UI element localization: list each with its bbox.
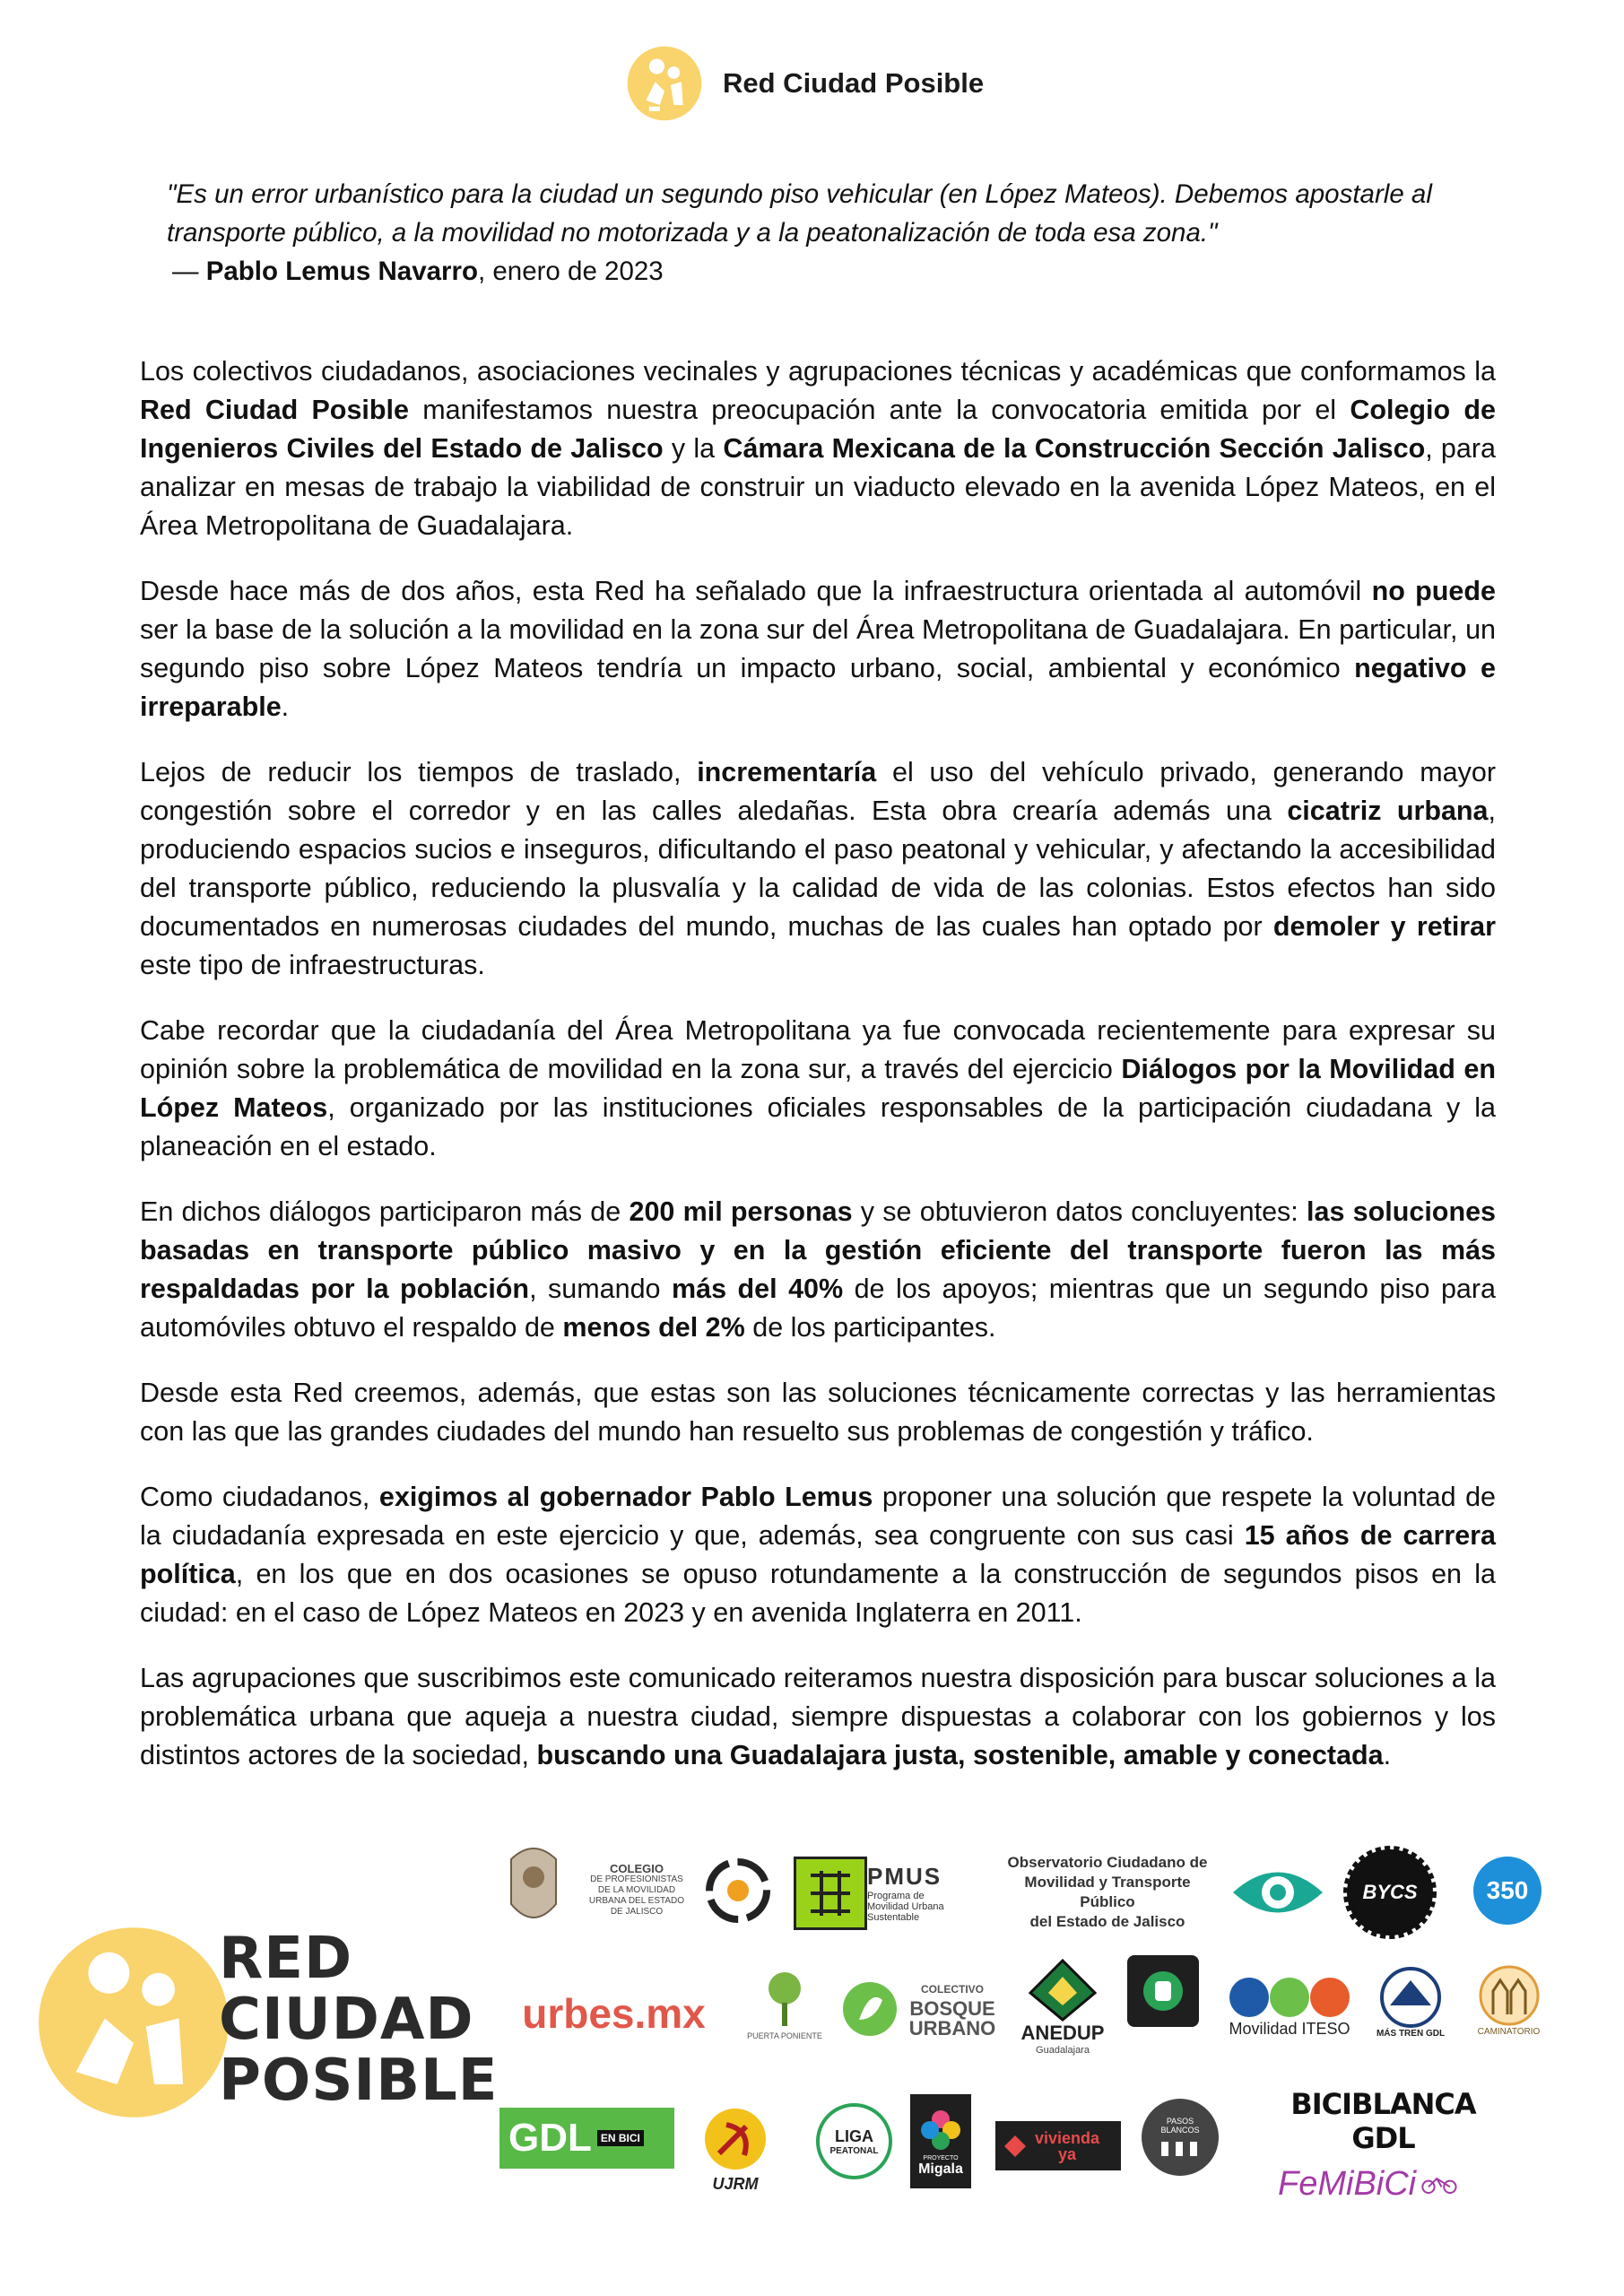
text-span: . [281, 691, 290, 722]
bold-span: negativo e irreparable [140, 653, 1496, 722]
wordmark-line-3: POSIBLE [219, 2048, 499, 2114]
bosque-urbano-text [903, 1973, 1002, 2045]
cathedral-icon [1473, 1964, 1545, 2027]
pmus-pattern-icon [803, 1866, 857, 1920]
text-span: Las agrupaciones que suscribimos este comunicado reiteramos nuestra disposición para buscar soluciones a la problemática urbana que aqueja a nuestra ciudad, siempre dispuestas a colaborar con los gobiernos y los distintos actores de la sociedad, [140, 1663, 1496, 1770]
header-brand-name: Red Ciudad Posible [723, 67, 985, 99]
partner-logos [498, 1830, 1601, 2251]
pmus-text [867, 1857, 975, 1928]
text-span: de los participantes. [744, 1312, 996, 1343]
bicycle-icon [1421, 2169, 1457, 2199]
bold-span: más del 40% [671, 1274, 844, 1304]
text-span: En dichos diálogos participaron más de [140, 1196, 630, 1227]
text-span: Cabe recordar que la ciudadanía del Área Metropolitana ya fue convocada recientemente para expresar su opinión sobre la problemática de movilidad en la zona sur, a través del ejercicio [140, 1015, 1496, 1084]
vivienda-line-1: vivienda [1035, 2128, 1100, 2147]
bold-span: buscando una Guadalajara justa, sostenible, amable y conectada [536, 1740, 1384, 1770]
observatorio-logo [995, 1854, 1220, 1930]
large-logo-wordmark [219, 1926, 499, 2114]
cc-circle-logo [702, 1855, 774, 1926]
urbes-logo: urbes.mx [522, 1990, 706, 2037]
text-span: Desde hace más de dos años, esta Red ha señalado que la infraestructura orientada al automóvil [140, 576, 1372, 606]
quote-date: , enero de 2023 [478, 257, 664, 286]
text-span: Desde esta Red creemos, además, que estas son las soluciones técnicamente correctas y las herramientas con las que las grandes ciudades del mundo han resuelto sus problemas de congestión y tráfico. [140, 1378, 1496, 1447]
text-span: proponer una solución que respete la voluntad de la ciudadanía expresada en este ejercicio y que, además, sea congruente con sus casi [140, 1482, 1497, 1551]
bold-span: 200 mil personas [629, 1196, 853, 1227]
femibici-text: FeMiBiCi [1278, 2164, 1417, 2203]
paragraph-5 [140, 1193, 1496, 1347]
movilidad-iteso-text: Movilidad ITESO [1229, 2020, 1350, 2038]
bosque-line-2: BOSQUE [909, 1997, 995, 2020]
opening-quote [167, 175, 1467, 291]
red-ciudad-posible-mark-icon [30, 1919, 237, 2126]
caminatorio-logo [1466, 1955, 1551, 2045]
logo-350: 350 [1473, 1857, 1541, 1925]
colegio-line-4: URBANA DEL ESTADO [588, 1896, 685, 1906]
text-span: y la [663, 433, 724, 464]
pmus-mark [794, 1857, 867, 1930]
migala-logo [910, 2094, 971, 2188]
paragraph-6 [140, 1374, 1496, 1451]
crosswalk-icon [1158, 2135, 1203, 2158]
observatorio-line-3: del Estado de Jalisco [1029, 1913, 1185, 1930]
quote-attribution [167, 252, 1467, 291]
bold-span: cicatriz urbana [1287, 796, 1489, 826]
paragraph-2 [140, 572, 1496, 726]
text-span: ser la base de la solución a la movilidad en la zona sur del Área Metropolitana de Guadalajara. En particular, un segundo piso sobre López Mateos tendría un impacto urbano, social, ambiental y económico [140, 614, 1496, 683]
text-span: Como ciudadanos, [140, 1482, 379, 1512]
text-span: . [1383, 1740, 1392, 1770]
pmus-title: PMUS [867, 1862, 942, 1890]
fist-logo [1127, 1955, 1199, 2027]
colegio-line-2: DE PROFESIONISTAS [590, 1874, 683, 1884]
migala-flower-icon [916, 2105, 966, 2155]
text-span: , produciendo espacios sucios e inseguros, dificultando el paso peatonal y vehicular, y afectando la accesibilidad del transporte público, reduciendo la plusvalía y la calidad de vida de las colonias. Estos efectos han sido documentados en numerosas ciudades del mundo, muchas de las cuales han optado por [140, 796, 1496, 942]
bosque-leaf-icon [841, 1980, 899, 2038]
biciblanca-logo: BICIBLANCA GDL [1290, 2087, 1476, 2155]
pmus-sub-1: Programa de [867, 1890, 925, 1901]
bold-span: las soluciones basadas en transporte público masivo y en la gestión eficiente del transporte fueron las más respaldadas por la población [140, 1196, 1496, 1304]
crest-icon [502, 1841, 565, 1935]
observatorio-line-1: Observatorio Ciudadano de [1007, 1854, 1208, 1871]
migala-line-1: PROYECTO [923, 2155, 959, 2161]
bosque-line-3: URBANO [908, 2017, 996, 2039]
liga-peatonal-logo [816, 2103, 892, 2179]
vivienda-text [1035, 2130, 1099, 2162]
text-span: de los apoyos; mientras que un segundo piso para automóviles obtuvo el respaldo de [140, 1274, 1496, 1343]
peatonal-text: PEATONAL [829, 2145, 879, 2156]
ujrm-text: UJRM [712, 2174, 759, 2193]
bosque-mark [838, 1978, 901, 2040]
ujrm-emblem-icon [699, 2103, 771, 2175]
train-icon [1379, 1966, 1442, 2029]
text-span: , organizado por las instituciones oficiales responsables de la participación ciudadana y la planeación en el estado. [140, 1092, 1496, 1161]
anedup-city: Guadalajara [1036, 2044, 1090, 2056]
crest-logo [498, 1839, 569, 1937]
bold-span: Colegio de Ingenieros Civiles del Estado de Jalisco [140, 395, 1496, 464]
mas-tren-logo [1366, 1955, 1455, 2049]
colegio-line-3: DE LA MOVILIDAD [597, 1885, 676, 1895]
femibici-logo [1278, 2157, 1457, 2211]
text-span: , sumando [529, 1274, 672, 1304]
vivienda-ya-logo [995, 2121, 1121, 2170]
bold-span: no puede [1371, 576, 1496, 606]
bold-span: 15 años de carrera política [140, 1520, 1496, 1589]
caminatorio-text: CAMINATORIO [1477, 2026, 1541, 2037]
colegio-logo [583, 1855, 690, 1926]
anedup-diamond-icon [1027, 1959, 1099, 2022]
bold-span: exigimos al gobernador Pablo Lemus [378, 1482, 873, 1512]
puerta-text: PUERTA PONIENTE [747, 2031, 822, 2040]
pmus-sub-2: Movilidad Urbana [867, 1900, 944, 1912]
gdl-en-bici-logo [499, 2108, 674, 2169]
colegio-line-5: DE JALISCO [610, 1907, 664, 1917]
liga-text: LIGA [835, 2126, 873, 2145]
bold-span: Red Ciudad Posible [140, 395, 409, 425]
bold-span: menos del 2% [562, 1312, 745, 1343]
bycs-text: BYCS [1362, 1881, 1418, 1903]
paragraph-4 [140, 1012, 1496, 1166]
page-header [626, 43, 984, 124]
anedup-logo [1009, 1955, 1116, 2058]
fist-icon [1141, 1969, 1185, 2013]
pasos-line-2: BLANCOS [1160, 2126, 1200, 2135]
quote-dash: — [172, 257, 206, 286]
pmus-sub-3: Sustentable [867, 1911, 920, 1923]
paragraph-7 [140, 1478, 1496, 1632]
observatorio-line-2: Movilidad y Transporte Público [1024, 1874, 1191, 1910]
bold-span: Cámara Mexicana de la Construcción Sección Jalisco [723, 433, 1426, 464]
bycs-logo [1341, 1843, 1439, 1942]
text-span: Lejos de reducir los tiempos de traslado, [140, 757, 698, 787]
wordmark-line-1: RED [219, 1926, 353, 1992]
eye-icon [1229, 1861, 1326, 1924]
bold-span: Diálogos por la Movilidad en López Mateos [140, 1054, 1497, 1123]
movilidad-iteso-icons [1227, 1975, 1352, 2020]
puerta-poniente-logo [735, 1955, 834, 2054]
bosque-line-1: COLECTIVO [920, 1983, 984, 1996]
colegio-line-1: COLEGIO [610, 1862, 664, 1875]
paragraph-8 [140, 1659, 1496, 1775]
paragraph-1 [140, 352, 1496, 545]
text-span: y se obtuvieron datos concluyentes: [852, 1196, 1307, 1227]
anedup-name: ANEDUP [1020, 2021, 1105, 2044]
text-span: manifestamos nuestra preocupación ante la convocatoria emitida por el [408, 395, 1350, 425]
statement-body [140, 352, 1496, 1802]
quote-text: "Es un error urbanístico para la ciudad un segundo piso vehicular (en López Mateos). Debemos apostarle al transporte público, a la movilidad no motorizada y a la peatonalización de toda esa zona." [167, 179, 1432, 248]
tree-icon [758, 1969, 812, 2031]
red-ciudad-posible-logo-icon [626, 45, 703, 122]
vivienda-diamond-icon [1003, 2134, 1028, 2159]
gdl-text: GDL [508, 2116, 592, 2160]
text-span: , para analizar en mesas de trabajo la viabilidad de construir un viaducto elevado en la avenida López Mateos, en el Área Metropolitana de Guadalajara. [140, 433, 1496, 541]
vivienda-line-2: ya [1058, 2144, 1077, 2163]
mas-tren-text: MÁS TREN GDL [1376, 2029, 1446, 2039]
eye-logo [1229, 1857, 1327, 1928]
circle-c-icon [705, 1857, 771, 1924]
text-span: Los colectivos ciudadanos, asociaciones vecinales y agrupaciones técnicas y académicas que conformamos la [140, 356, 1496, 387]
migala-line-2: Migala [918, 2161, 963, 2177]
paragraph-3 [140, 753, 1496, 985]
text-span: este tipo de infraestructuras. [140, 950, 485, 980]
text-span: el uso del vehículo privado, generando mayor congestión sobre el corredor y en las calles aledañas. Esta obra crearía además una [140, 757, 1497, 826]
bold-span: demoler y retirar [1272, 911, 1496, 942]
text-span: , en los que en dos ocasiones se opuso rotundamente a la construcción de segundos pisos en la ciudad: en el caso de López Mateos en 2023 y en avenida Inglaterra en 2011. [140, 1559, 1496, 1628]
red-ciudad-posible-large-logo [30, 1919, 497, 2126]
en-bici-text: EN BICI [597, 2130, 644, 2146]
bold-span: incrementaría [697, 757, 877, 787]
ujrm-logo [690, 2094, 780, 2202]
pasos-blancos-logo [1142, 2099, 1219, 2176]
quote-author: Pablo Lemus Navarro [205, 257, 478, 286]
pasos-line-1: PASOS [1166, 2117, 1194, 2126]
wordmark-line-2: CIUDAD [219, 1987, 474, 2053]
movilidad-iteso-logo [1222, 1964, 1357, 2049]
